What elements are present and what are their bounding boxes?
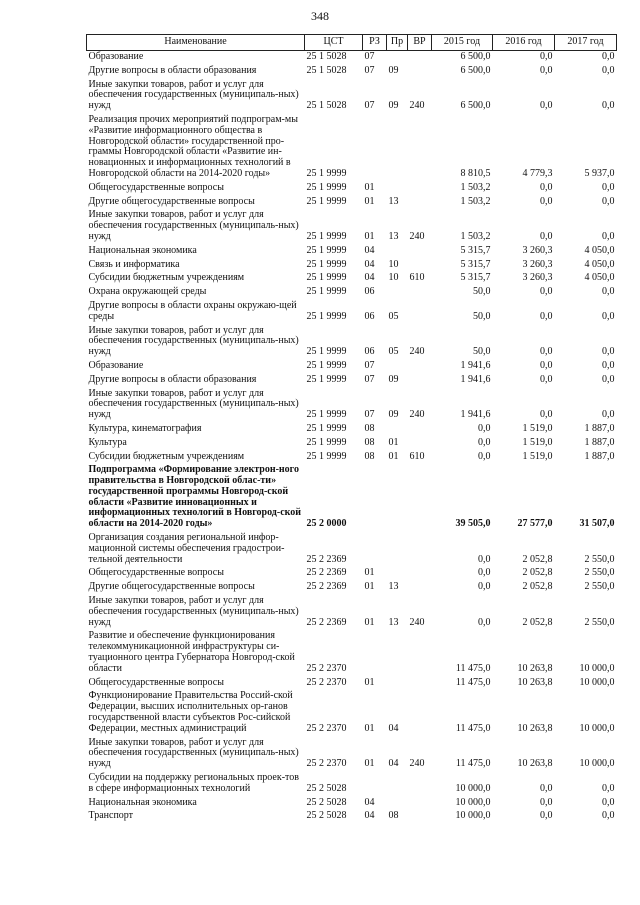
cell-cst: 25 1 9999 [306, 195, 347, 207]
cell-rz: 04 [364, 810, 375, 822]
cell-pr: 05 [388, 346, 399, 358]
cell-cst: 25 1 9999 [306, 373, 347, 385]
cell-pr: 13 [388, 581, 399, 593]
cell-pr [387, 360, 408, 374]
cell-2015: 0,0 [478, 616, 491, 628]
table-row [87, 567, 617, 581]
cell-vr: 240 [409, 100, 425, 112]
cell-2017: 0,0 [602, 782, 615, 794]
cell-2017: 2 550,0 [584, 581, 615, 593]
cell-pr: 13 [388, 195, 399, 207]
cell-name: Иные закупки товаров, работ и услуг для обеспечения государственных (муниципаль-ных) нужд [88, 595, 299, 628]
cell-cst: 25 1 9999 [306, 230, 347, 242]
cell-2015: 50,0 [473, 286, 491, 298]
cell-vr [408, 374, 432, 388]
cell-2017: 4 050,0 [584, 272, 615, 284]
cell-vr [408, 567, 432, 581]
cell-2015: 1 941,6 [460, 359, 491, 371]
cell-cst: 25 2 2369 [306, 567, 347, 579]
table-row [87, 464, 617, 532]
cell-rz: 04 [364, 272, 375, 284]
cell-pr: 10 [388, 258, 399, 270]
cell-cst: 25 2 2369 [306, 581, 347, 593]
cell-pr: 05 [388, 310, 399, 322]
cell-2016: 10 263,8 [517, 662, 553, 674]
cell-cst: 25 2 5028 [306, 810, 347, 822]
cell-vr [408, 690, 432, 736]
cell-pr [387, 532, 408, 567]
cell-pr [387, 423, 408, 437]
cell-name: Культура [88, 436, 127, 448]
cell-vr: 610 [409, 272, 425, 284]
cell-name: Развитие и обеспечение функционирования телекоммуникационной инфраструктуры си-туационного центра Губернатора Новгород-ской области [88, 630, 295, 674]
table-row [87, 360, 617, 374]
cell-vr: 610 [409, 450, 425, 462]
cell-vr: 240 [409, 409, 425, 421]
cell-rz: 04 [364, 796, 375, 808]
cell-2017: 0,0 [602, 286, 615, 298]
cell-rz: 08 [364, 422, 375, 434]
cell-2015: 11 475,0 [455, 676, 491, 688]
cell-name: Другие общегосударственные вопросы [88, 581, 255, 593]
table-row [87, 209, 617, 244]
cell-2016: 0,0 [540, 810, 553, 822]
cell-pr [387, 464, 408, 532]
table-row [87, 272, 617, 286]
cell-name: Культура, кинематография [88, 422, 202, 434]
cell-2017: 0,0 [602, 409, 615, 421]
cell-2016: 3 260,3 [522, 244, 553, 256]
cell-vr [408, 810, 432, 824]
cell-cst: 25 2 2370 [306, 662, 347, 674]
cell-rz: 08 [364, 436, 375, 448]
cell-2015: 10 000,0 [455, 810, 491, 822]
cell-vr [408, 51, 432, 65]
cell-cst: 25 1 5028 [306, 51, 347, 62]
cell-cst: 25 1 9999 [306, 258, 347, 270]
table-row [87, 245, 617, 259]
cell-2016: 27 577,0 [517, 518, 553, 530]
table-row [87, 114, 617, 182]
cell-2015: 5 315,7 [460, 272, 491, 284]
table-row [87, 51, 617, 65]
cell-rz: 01 [364, 722, 375, 734]
cell-2015: 6 500,0 [460, 64, 491, 76]
cell-vr: 240 [409, 230, 425, 242]
cell-2016: 3 260,3 [522, 258, 553, 270]
cell-2016: 0,0 [540, 782, 553, 794]
cell-vr [408, 114, 432, 182]
cell-rz: 07 [364, 51, 375, 62]
cell-name: Другие вопросы в области образования [88, 64, 257, 76]
cell-2017: 10 000,0 [579, 662, 615, 674]
cell-name: Субсидии бюджетным учреждениям [88, 450, 245, 462]
cell-2016: 0,0 [540, 310, 553, 322]
cell-cst: 25 2 2370 [306, 722, 347, 734]
cell-rz [363, 114, 387, 182]
cell-2015: 6 500,0 [460, 51, 491, 62]
cell-rz [363, 630, 387, 676]
cell-name: Подпрограмма «Формирование электрон-ного правительства в Новгородской облас-ти» государственной программы Новгород-ской области «Развитие инновационных и информационных технологий в Новгород-ской области на 2014-2020 годы» [88, 464, 302, 530]
cell-cst: 25 1 9999 [306, 167, 347, 179]
cell-2016: 1 519,0 [522, 450, 553, 462]
cell-rz [363, 532, 387, 567]
header-cst: ЦСТ [305, 35, 363, 51]
cell-2015: 6 500,0 [460, 100, 491, 112]
cell-2015: 0,0 [478, 450, 491, 462]
cell-2015: 11 475,0 [455, 662, 491, 674]
cell-cst: 25 2 2369 [306, 553, 347, 565]
table-row [87, 797, 617, 811]
cell-cst: 25 1 9999 [306, 409, 347, 421]
table-row [87, 437, 617, 451]
cell-rz: 01 [364, 616, 375, 628]
cell-vr [408, 360, 432, 374]
cell-2017: 0,0 [602, 310, 615, 322]
cell-cst: 25 2 2370 [306, 676, 347, 688]
budget-table [86, 34, 617, 824]
cell-rz [363, 464, 387, 532]
header-2016: 2016 год [493, 35, 555, 51]
cell-2016: 0,0 [540, 796, 553, 808]
cell-2015: 1 941,6 [460, 409, 491, 421]
cell-cst: 25 1 9999 [306, 286, 347, 298]
table-row [87, 196, 617, 210]
header-vr: ВР [408, 35, 432, 51]
cell-vr: 240 [409, 346, 425, 358]
cell-name: Связь и информатика [88, 258, 180, 270]
cell-cst: 25 1 9999 [306, 422, 347, 434]
cell-pr [387, 772, 408, 797]
cell-pr: 09 [388, 373, 399, 385]
cell-rz: 04 [364, 244, 375, 256]
cell-pr: 09 [388, 100, 399, 112]
cell-2015: 50,0 [473, 310, 491, 322]
cell-name: Другие общегосударственные вопросы [88, 195, 255, 207]
cell-vr [408, 182, 432, 196]
header-2017: 2017 год [555, 35, 617, 51]
table-row [87, 300, 617, 325]
cell-name: Образование [88, 51, 144, 62]
table-body [87, 51, 617, 825]
header-2015: 2015 год [432, 35, 493, 51]
cell-cst: 25 1 9999 [306, 436, 347, 448]
cell-name: Общегосударственные вопросы [88, 567, 224, 579]
table-row [87, 737, 617, 772]
cell-rz: 07 [364, 409, 375, 421]
cell-cst: 25 2 0000 [306, 518, 347, 530]
cell-rz: 01 [364, 195, 375, 207]
cell-name: Охрана окружающей среды [88, 286, 207, 298]
cell-name: Иные закупки товаров, работ и услуг для обеспечения государственных (муниципаль-ных) нужд [88, 736, 299, 770]
cell-pr [387, 677, 408, 691]
cell-2017: 5 937,0 [584, 167, 615, 179]
cell-vr [408, 423, 432, 437]
cell-2017: 10 000,0 [579, 676, 615, 688]
cell-vr [408, 581, 432, 595]
cell-cst: 25 1 9999 [306, 346, 347, 358]
cell-name: Общегосударственные вопросы [88, 676, 224, 688]
cell-name: Иные закупки товаров, работ и услуг для обеспечения государственных (муниципаль-ных) нужд [88, 387, 299, 421]
cell-cst: 25 2 5028 [306, 782, 347, 794]
cell-2016: 0,0 [540, 64, 553, 76]
cell-2016: 0,0 [540, 230, 553, 242]
cell-pr: 13 [388, 616, 399, 628]
cell-2017: 0,0 [602, 195, 615, 207]
table-row [87, 325, 617, 360]
cell-rz: 07 [364, 373, 375, 385]
table-header [87, 35, 617, 51]
cell-vr [408, 259, 432, 273]
cell-rz: 01 [364, 758, 375, 770]
cell-2016: 10 263,8 [517, 676, 553, 688]
cell-2015: 0,0 [478, 436, 491, 448]
cell-2015: 0,0 [478, 422, 491, 434]
cell-2017: 0,0 [602, 359, 615, 371]
cell-2017: 0,0 [602, 796, 615, 808]
cell-2015: 0,0 [478, 567, 491, 579]
table-row [87, 374, 617, 388]
cell-cst: 25 1 9999 [306, 272, 347, 284]
cell-2016: 1 519,0 [522, 436, 553, 448]
cell-name: Организация создания региональной инфор-мационной системы обеспечения градострои-тельной деятельности [88, 532, 285, 565]
cell-2017: 4 050,0 [584, 258, 615, 270]
cell-2017: 0,0 [602, 51, 615, 62]
cell-pr [387, 182, 408, 196]
cell-name: Субсидии бюджетным учреждениям [88, 272, 245, 284]
cell-rz: 07 [364, 64, 375, 76]
cell-2017: 31 507,0 [579, 518, 615, 530]
cell-vr [408, 196, 432, 210]
cell-cst: 25 1 9999 [306, 244, 347, 256]
cell-vr: 240 [409, 616, 425, 628]
cell-2016: 10 263,8 [517, 722, 553, 734]
cell-2017: 2 550,0 [584, 616, 615, 628]
cell-2015: 0,0 [478, 553, 491, 565]
cell-name: Иные закупки товаров, работ и услуг для обеспечения государственных (муниципаль-ных) нужд [88, 324, 299, 358]
cell-vr [408, 797, 432, 811]
cell-name: Функционирование Правительства Россий-ской Федерации, высших исполнительных ор-ганов государственной власти субъектов Рос-сийской Федерации, местных администраций [88, 690, 293, 734]
table-row [87, 182, 617, 196]
cell-name: Иные закупки товаров, работ и услуг для обеспечения государственных (муниципаль-ных) нужд [88, 78, 299, 112]
cell-2017: 2 550,0 [584, 553, 615, 565]
cell-pr [387, 51, 408, 65]
header-name: Наименование [87, 35, 305, 51]
cell-cst: 25 1 5028 [306, 100, 347, 112]
cell-name: Общегосударственные вопросы [88, 181, 224, 193]
table-row [87, 581, 617, 595]
table-row [87, 259, 617, 273]
header-rz: РЗ [363, 35, 387, 51]
cell-rz: 01 [364, 230, 375, 242]
cell-pr [387, 286, 408, 300]
table-row [87, 65, 617, 79]
cell-cst: 25 2 2369 [306, 616, 347, 628]
cell-pr: 09 [388, 409, 399, 421]
cell-rz: 01 [364, 181, 375, 193]
table-row [87, 388, 617, 423]
cell-vr: 240 [409, 758, 425, 770]
cell-2015: 11 475,0 [455, 722, 491, 734]
cell-name: Транспорт [88, 810, 134, 822]
cell-2016: 0,0 [540, 51, 553, 62]
cell-vr [408, 286, 432, 300]
cell-2015: 11 475,0 [455, 758, 491, 770]
header-pr: Пр [387, 35, 408, 51]
cell-rz: 01 [364, 567, 375, 579]
cell-2016: 2 052,8 [522, 616, 553, 628]
cell-2017: 10 000,0 [579, 758, 615, 770]
cell-rz: 06 [364, 286, 375, 298]
cell-2016: 0,0 [540, 346, 553, 358]
cell-2017: 1 887,0 [584, 422, 615, 434]
cell-pr [387, 245, 408, 259]
cell-2017: 0,0 [602, 64, 615, 76]
cell-cst: 25 1 9999 [306, 310, 347, 322]
cell-rz: 01 [364, 676, 375, 688]
cell-2016: 0,0 [540, 359, 553, 371]
table-row [87, 810, 617, 824]
cell-vr [408, 772, 432, 797]
cell-2017: 2 550,0 [584, 567, 615, 579]
cell-vr [408, 300, 432, 325]
cell-name: Национальная экономика [88, 796, 197, 808]
cell-pr [387, 567, 408, 581]
cell-rz: 06 [364, 346, 375, 358]
cell-2015: 10 000,0 [455, 796, 491, 808]
cell-2017: 0,0 [602, 810, 615, 822]
cell-cst: 25 1 5028 [306, 64, 347, 76]
cell-2017: 1 887,0 [584, 450, 615, 462]
cell-2017: 1 887,0 [584, 436, 615, 448]
table-row [87, 630, 617, 676]
cell-2015: 1 503,2 [460, 230, 491, 242]
cell-pr: 08 [388, 810, 399, 822]
table-row [87, 423, 617, 437]
table-row [87, 677, 617, 691]
cell-2015: 0,0 [478, 581, 491, 593]
cell-rz: 07 [364, 359, 375, 371]
cell-vr [408, 630, 432, 676]
cell-cst: 25 1 9999 [306, 181, 347, 193]
cell-cst: 25 2 2370 [306, 758, 347, 770]
cell-rz: 06 [364, 310, 375, 322]
cell-pr: 04 [388, 758, 399, 770]
cell-rz: 08 [364, 450, 375, 462]
cell-vr [408, 532, 432, 567]
cell-vr [408, 464, 432, 532]
cell-2015: 5 315,7 [460, 244, 491, 256]
cell-2016: 3 260,3 [522, 272, 553, 284]
cell-2016: 0,0 [540, 181, 553, 193]
cell-2017: 0,0 [602, 100, 615, 112]
cell-vr [408, 65, 432, 79]
cell-2016: 10 263,8 [517, 758, 553, 770]
cell-2015: 1 503,2 [460, 195, 491, 207]
cell-2015: 8 810,5 [460, 167, 491, 179]
table-row [87, 79, 617, 114]
cell-2017: 0,0 [602, 373, 615, 385]
cell-pr: 01 [388, 436, 399, 448]
cell-pr: 09 [388, 64, 399, 76]
cell-2016: 2 052,8 [522, 581, 553, 593]
cell-2016: 1 519,0 [522, 422, 553, 434]
cell-cst: 25 2 5028 [306, 796, 347, 808]
cell-2017: 4 050,0 [584, 244, 615, 256]
cell-rz: 04 [364, 258, 375, 270]
cell-2016: 2 052,8 [522, 553, 553, 565]
cell-2015: 10 000,0 [455, 782, 491, 794]
cell-pr: 10 [388, 272, 399, 284]
cell-2016: 0,0 [540, 100, 553, 112]
cell-pr [387, 797, 408, 811]
cell-2016: 0,0 [540, 286, 553, 298]
table-row [87, 451, 617, 465]
cell-name: Другие вопросы в области охраны окружаю-щей среды [88, 299, 297, 322]
cell-name: Национальная экономика [88, 244, 197, 256]
cell-2016: 4 779,3 [522, 167, 553, 179]
cell-rz: 07 [364, 100, 375, 112]
cell-vr [408, 245, 432, 259]
table-row [87, 532, 617, 567]
cell-rz [363, 772, 387, 797]
table-row [87, 595, 617, 630]
cell-name: Реализация прочих мероприятий подпрограм-мы «Развитие информационного общества в Новгородской области» государственной про-граммы Новгородской области «Развитие ин-новационных и информационных технологий в Новгородской области на 2014-2020 годы» [88, 113, 298, 179]
table-row [87, 690, 617, 736]
table-row [87, 286, 617, 300]
cell-pr: 13 [388, 230, 399, 242]
cell-name: Субсидии на поддержку региональных проек-тов в сфере информационных технологий [88, 772, 300, 794]
cell-rz: 01 [364, 581, 375, 593]
cell-pr [387, 114, 408, 182]
cell-2017: 0,0 [602, 346, 615, 358]
table-row [87, 772, 617, 797]
cell-2016: 0,0 [540, 373, 553, 385]
cell-pr: 04 [388, 722, 399, 734]
cell-2016: 0,0 [540, 195, 553, 207]
cell-2016: 0,0 [540, 409, 553, 421]
cell-2015: 5 315,7 [460, 258, 491, 270]
cell-name: Другие вопросы в области образования [88, 373, 257, 385]
cell-cst: 25 1 9999 [306, 450, 347, 462]
cell-vr [408, 677, 432, 691]
cell-2015: 50,0 [473, 346, 491, 358]
cell-2017: 10 000,0 [579, 722, 615, 734]
page-number: 348 [311, 9, 329, 23]
cell-cst: 25 1 9999 [306, 359, 347, 371]
cell-2017: 0,0 [602, 181, 615, 193]
cell-name: Образование [88, 359, 144, 371]
cell-2015: 1 503,2 [460, 181, 491, 193]
cell-name: Иные закупки товаров, работ и услуг для обеспечения государственных (муниципаль-ных) нужд [88, 209, 299, 242]
cell-2015: 39 505,0 [455, 518, 491, 530]
cell-2017: 0,0 [602, 230, 615, 242]
cell-2016: 2 052,8 [522, 567, 553, 579]
cell-pr [387, 630, 408, 676]
cell-vr [408, 437, 432, 451]
cell-2015: 1 941,6 [460, 373, 491, 385]
cell-pr: 01 [388, 450, 399, 462]
